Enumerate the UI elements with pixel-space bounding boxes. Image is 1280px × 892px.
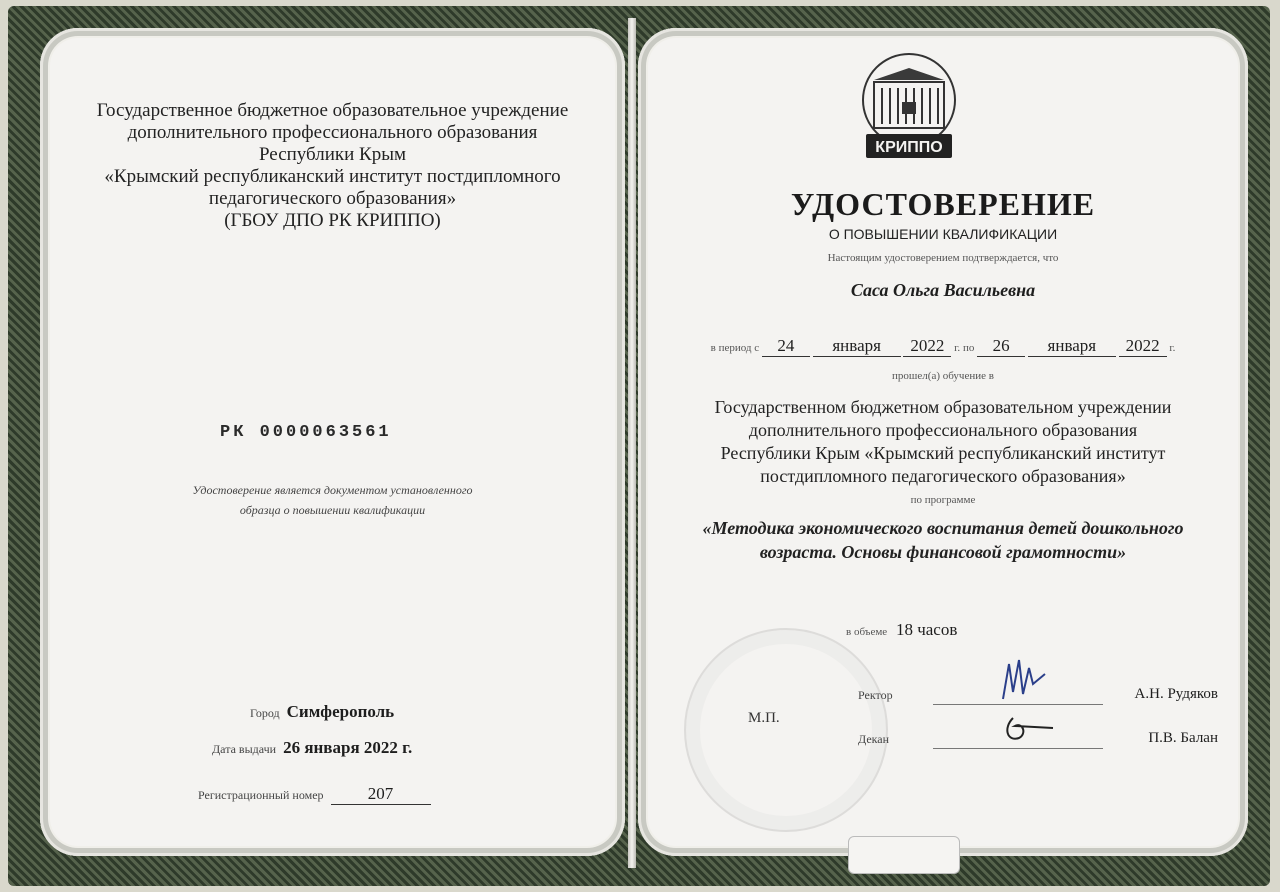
city-value: Симферополь	[286, 702, 395, 721]
program-label: по программе	[910, 494, 976, 506]
institution-line: Государственном бюджетном образовательном учреждении	[714, 397, 1172, 417]
reg-number-field	[198, 784, 431, 805]
to-day: 26	[977, 336, 1025, 357]
signatory-role: Декан	[858, 732, 890, 746]
issuer-line: (ГБОУ ДПО РК КРИППО)	[224, 210, 441, 231]
city-field	[250, 702, 394, 722]
volume-value: 18 часов	[895, 620, 958, 639]
signatory-name: П.В. Балан	[1148, 730, 1218, 746]
volume-label: в объеме	[846, 626, 888, 638]
year-suffix: г.	[954, 342, 961, 354]
reg-number-label: Регистрационный номер	[198, 788, 324, 802]
period-prefix: в период с	[710, 342, 760, 354]
issue-date-field	[212, 738, 412, 758]
study-period	[638, 336, 1248, 357]
document-note	[40, 480, 625, 520]
to-year: 2022	[1119, 336, 1167, 357]
right-page	[638, 28, 1248, 856]
issuer-line: Государственное бюджетное образовательное учреждение	[96, 100, 569, 121]
institution-line: Республики Крым «Крымский республиканский институт	[720, 443, 1166, 463]
from-month: января	[813, 336, 901, 357]
page-fold	[628, 18, 636, 868]
reg-number-value: 207	[331, 784, 431, 805]
program-line: «Методика экономического воспитания детей дошкольного	[702, 518, 1184, 538]
blank-tag	[848, 836, 960, 874]
note-line: образца о повышении квалификации	[239, 503, 426, 517]
signatory-name: А.Н. Рудяков	[1134, 686, 1218, 702]
to-label: по	[962, 342, 975, 354]
issue-date-label: Дата выдачи	[212, 742, 277, 756]
year-suffix: г.	[1169, 342, 1176, 354]
serial-number: РК 0000063561	[220, 423, 392, 442]
signatory-role: Ректор	[858, 688, 893, 702]
signature-row-dean	[858, 724, 1218, 754]
institution-block	[638, 396, 1248, 488]
institution-line: дополнительного профессионального образования	[748, 420, 1138, 440]
from-day: 24	[762, 336, 810, 357]
issuer-line: «Крымский республиканский институт постдипломного	[104, 166, 561, 187]
from-year: 2022	[903, 336, 951, 357]
program-title	[638, 516, 1248, 564]
stamp-label: М.П.	[748, 710, 780, 726]
issuer-line: педагогического образования»	[208, 188, 457, 209]
dean-signature	[993, 698, 1063, 748]
institute-logo	[844, 50, 974, 162]
volume-field	[846, 620, 957, 640]
note-line: Удостоверение является документом установленного	[192, 483, 473, 497]
rector-signature	[993, 654, 1053, 704]
issue-date-value: 26 января 2022 г.	[283, 738, 413, 757]
left-page	[40, 28, 625, 856]
to-month: января	[1028, 336, 1116, 357]
certificate-subtitle: О ПОВЫШЕНИИ КВАЛИФИКАЦИИ	[828, 226, 1058, 242]
city-label: Город	[250, 706, 280, 720]
issuer-block	[40, 100, 625, 232]
studied-text: прошел(а) обучение в	[892, 370, 994, 382]
institution-line: постдипломного педагогического образования»	[760, 466, 1126, 486]
program-line: возраста. Основы финансовой грамотности»	[759, 542, 1127, 562]
issuer-line: Республики Крым	[258, 144, 407, 165]
issuer-line: дополнительного профессионального образования	[127, 122, 538, 143]
certificate-title: УДОСТОВЕРЕНИЕ	[790, 186, 1096, 222]
logo-text: КРИППО	[875, 139, 943, 156]
signature-line	[933, 748, 1103, 749]
confirm-text: Настоящим удостоверением подтверждается, что	[827, 252, 1059, 264]
person-name: Саса Ольга Васильевна	[850, 280, 1036, 300]
